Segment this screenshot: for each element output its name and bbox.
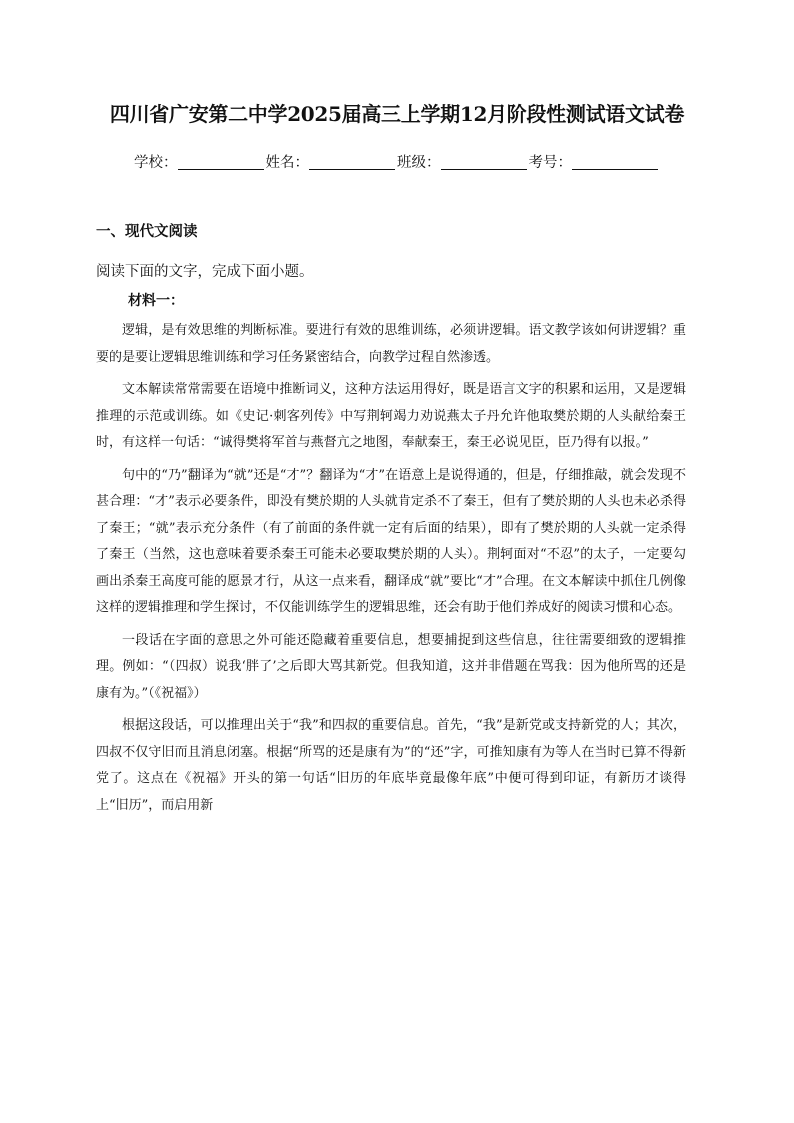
student-info-line	[0, 152, 794, 174]
school-field	[134, 152, 266, 174]
name-field	[266, 152, 398, 174]
material-label: 材料一：	[128, 293, 184, 309]
class-blank[interactable]	[441, 153, 527, 170]
section-heading: 一、现代文阅读	[96, 224, 198, 240]
exam-title: 四川省广安第二中学2025届高三上学期12月阶段性测试语文试卷	[109, 102, 685, 126]
passage-paragraph: 根据这段话，可以推理出关于“我”和四叔的重要信息。首先，“我”是新党或支持新党的人；其次，四叔不仅守旧而且消息闭塞。根据“所骂的还是康有为”的“还”字，可推知康有为等人在当时已算不得新党了。这点在《祝福》开头的第一句话“旧历的年底毕竟最像年底”中便可得到印证，有新历才谈得上“旧历”，而启用新	[96, 718, 686, 813]
reading-passage	[96, 318, 686, 825]
passage-paragraph: 文本解读常常需要在语境中推断词义，这种方法运用得好，既是语言文字的积累和运用，又是逻辑推理的示范或训练。如《史记·刺客列传》中写荆轲竭力劝说燕太子丹允许他取樊於期的人头献给秦王时，有这样一句话：“诚得樊将军首与燕督亢之地图，奉献秦王，秦王必说见臣，臣乃得有以报。”	[96, 382, 686, 450]
passage-paragraph: 逻辑，是有效思维的判断标准。要进行有效的思维训练，必须讲逻辑。语文教学该如何讲逻辑？重要的是要让逻辑思维训练和学习任务紧密结合，向教学过程自然渗透。	[96, 323, 686, 365]
passage-paragraph: 句中的“乃”翻译为“就”还是“才”？翻译为“才”在语意上是说得通的，但是，仔细推敲，就会发现不甚合理：“才”表示必要条件，即没有樊於期的人头就肯定杀不了秦王，但有了樊於期的人头也未必杀得了秦王；“就”表示充分条件（有了前面的条件就一定有后面的结果），即有了樊於期的人头就一定杀得了秦王（当然，这也意味着要杀秦王可能未必要取樊於期的人头）。荆轲面对“不忍”的太子，一定要勾画出杀秦王高度可能的愿景才行，从这一点来看，翻译成“就”要比“才”合理。在文本解读中抓住几例像这样的逻辑推理和学生探讨，不仅能训练学生的逻辑思维，还会有助于他们养成好的阅读习惯和心态。	[96, 467, 686, 615]
passage-paragraph: 一段话在字面的意思之外可能还隐藏着重要信息，想要捕捉到这些信息，往往需要细致的逻辑推理。例如：“（四叔）说我‘胖了’之后即大骂其新党。但我知道，这并非借题在骂我：因为他所骂的还是康有为。”（《祝福》）	[96, 632, 686, 701]
class-label: 班级：	[397, 155, 441, 171]
exam-number-blank[interactable]	[572, 153, 658, 170]
school-blank[interactable]	[178, 153, 264, 170]
name-label: 姓名：	[265, 155, 309, 171]
school-label: 学校：	[134, 155, 178, 171]
reading-instruction: 阅读下面的文字，完成下面小题。	[96, 264, 314, 280]
exam-number-label: 考号：	[528, 155, 572, 171]
name-blank[interactable]	[309, 153, 395, 170]
exam-number-field	[529, 152, 661, 174]
class-field	[397, 152, 529, 174]
